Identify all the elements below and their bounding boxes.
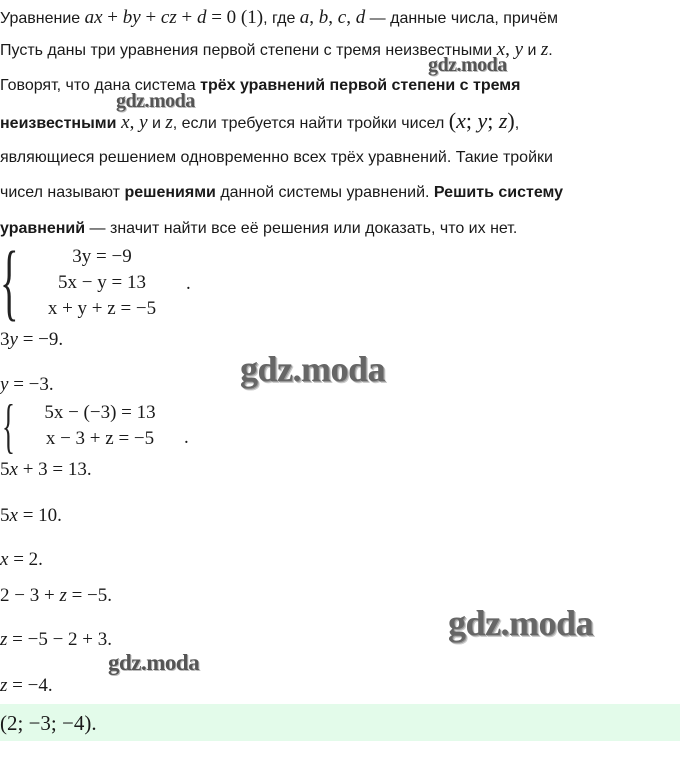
- text: являющиеся решением одновременно всех трёх уравнений. Такие тройки: [0, 149, 553, 166]
- step-equation: x = 2.: [0, 549, 43, 570]
- text: Уравнение: [0, 10, 85, 27]
- bold-text: трёх уравнений первой степени с тремя: [200, 77, 521, 94]
- bold-text: решениями: [124, 184, 216, 201]
- text-line: [0, 219, 517, 239]
- watermark: gdz.moda: [108, 650, 200, 675]
- equation-system: [22, 400, 178, 452]
- system-period: .: [184, 427, 189, 448]
- formula: ax + by + cz + d = 0 (1): [84, 7, 264, 28]
- formula: x, y: [496, 39, 524, 60]
- text-line: [0, 108, 520, 134]
- text: .: [548, 42, 553, 59]
- step-equation: z = −5 − 2 + 3.: [0, 629, 113, 650]
- step-equation: 5x + 3 = 13.: [0, 459, 92, 480]
- equation-row: 3y = −9: [72, 246, 132, 267]
- bold-text: неизвестными: [0, 115, 117, 132]
- step-equation: z = −4.: [0, 675, 53, 696]
- formula: x, y: [121, 112, 148, 133]
- text: и: [147, 115, 166, 132]
- formula: z: [540, 39, 549, 60]
- watermark: gdz.moda: [240, 349, 386, 389]
- text-line: [0, 76, 520, 96]
- text: — данные числа, причём: [365, 10, 558, 27]
- equation-row: 5x − (−3) = 13: [44, 402, 156, 423]
- text-line: [0, 148, 553, 168]
- answer-box: [0, 704, 680, 741]
- text: , где: [263, 10, 300, 27]
- step-equation: 5x = 10.: [0, 505, 62, 526]
- step-equation: 3y = −9.: [0, 329, 64, 350]
- equation-row: 5x − y = 13: [58, 272, 146, 293]
- equation-system: [22, 244, 182, 322]
- watermark: gdz.moda: [448, 603, 594, 643]
- text: , если требуется найти тройки чисел: [172, 115, 449, 132]
- bold-text: уравнений: [0, 220, 86, 237]
- system-period: .: [186, 273, 191, 294]
- text: ,: [514, 115, 520, 132]
- text: Говорят, что дана система: [0, 77, 201, 94]
- text: и: [523, 42, 541, 59]
- text: данной системы уравнений.: [215, 184, 434, 201]
- text-line: [0, 8, 558, 29]
- watermark: gdz.moda: [428, 54, 507, 76]
- text-line: [0, 183, 563, 203]
- equation-row: x − 3 + z = −5: [45, 428, 155, 449]
- step-equation: 2 − 3 + z = −5.: [0, 585, 113, 606]
- formula: z: [165, 112, 173, 133]
- watermark: gdz.moda: [116, 90, 195, 112]
- left-brace-icon: {: [0, 233, 19, 329]
- left-brace-icon: {: [2, 393, 15, 459]
- text: Пусть даны три уравнения первой степени с тремя неизвестными: [0, 42, 497, 59]
- text: чисел называют: [0, 184, 125, 201]
- equation-row: x + y + z = −5: [47, 298, 157, 319]
- formula: (x; y; z): [448, 108, 515, 133]
- step-equation: y = −3.: [0, 374, 54, 395]
- answer-text: (2; −3; −4).: [0, 711, 97, 735]
- bold-text: Решить систему: [433, 184, 564, 201]
- formula: a, b, c, d: [299, 7, 366, 28]
- text: — значит найти все её решения или доказать, что их нет.: [85, 220, 518, 237]
